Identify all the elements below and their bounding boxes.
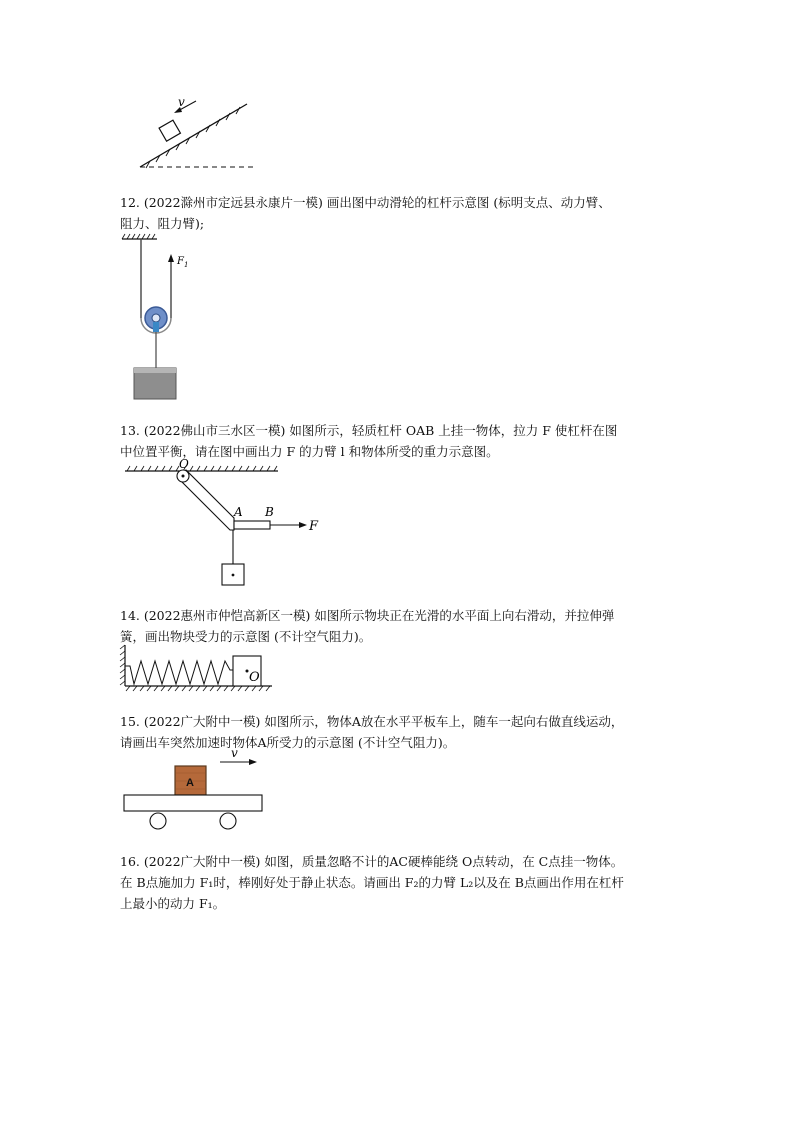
velocity-label: v	[231, 746, 238, 760]
cart-board	[124, 795, 262, 811]
q13-line-1: 13. (2022佛山市三水区一模) 如图所示，轻质杠杆 OAB 上挂一物体，拉力 F 使杠杆在图	[120, 423, 618, 438]
q15-line-1: 15. (2022广大附中一模) 如图所示，物体A放在水平平板车上，随车一起向右做直线运动，	[120, 714, 624, 729]
q14-line-2: 簧，画出物块受力的示意图 (不计空气阻力)。	[120, 629, 372, 644]
q14-line-1: 14. (2022惠州市仲恺高新区一模) 如图所示物块正在光滑的水平面上向右滑动，并拉伸弹	[120, 608, 615, 623]
q15-line-2: 请画出车突然加速时物体A所受力的示意图 (不计空气阻力)。	[120, 735, 456, 750]
block-a-label: A	[186, 777, 194, 789]
label-o: O	[179, 457, 189, 471]
q16-line-2: 在 B点施加力 F₁时，棒刚好处于静止状态。请画出 F₂的力臂 L₂以及在 B点画出作用在杠杆	[120, 875, 624, 890]
cart-wheel-right	[220, 813, 236, 829]
velocity-label: v	[178, 95, 185, 109]
q16-line-3: 上最小的动力 F₁。	[120, 896, 226, 911]
force-label: F	[177, 256, 184, 267]
q12-line-2: 阻力、阻力臂);	[120, 216, 205, 231]
question-16	[120, 851, 690, 914]
block-label-o: O	[249, 670, 260, 685]
cart-wheel-left	[150, 813, 166, 829]
q13-line-2: 中位置平衡，请在图中画出力 F 的力臂 l 和物体所受的重力示意图。	[120, 444, 499, 459]
label-b: B	[265, 505, 274, 519]
force-subscript: 1	[184, 261, 189, 269]
q16-line-1: 16. (2022广大附中一模) 如图，质量忽略不计的AC硬棒能绕 O点转动，在 C点挂一物体。	[120, 854, 624, 869]
q12-line-1: 12. (2022滁州市定远县永康片一模) 画出图中动滑轮的杠杆示意图 (标明支点、动力臂、	[120, 195, 611, 210]
label-f: F	[309, 519, 319, 534]
label-a: A	[234, 505, 243, 519]
